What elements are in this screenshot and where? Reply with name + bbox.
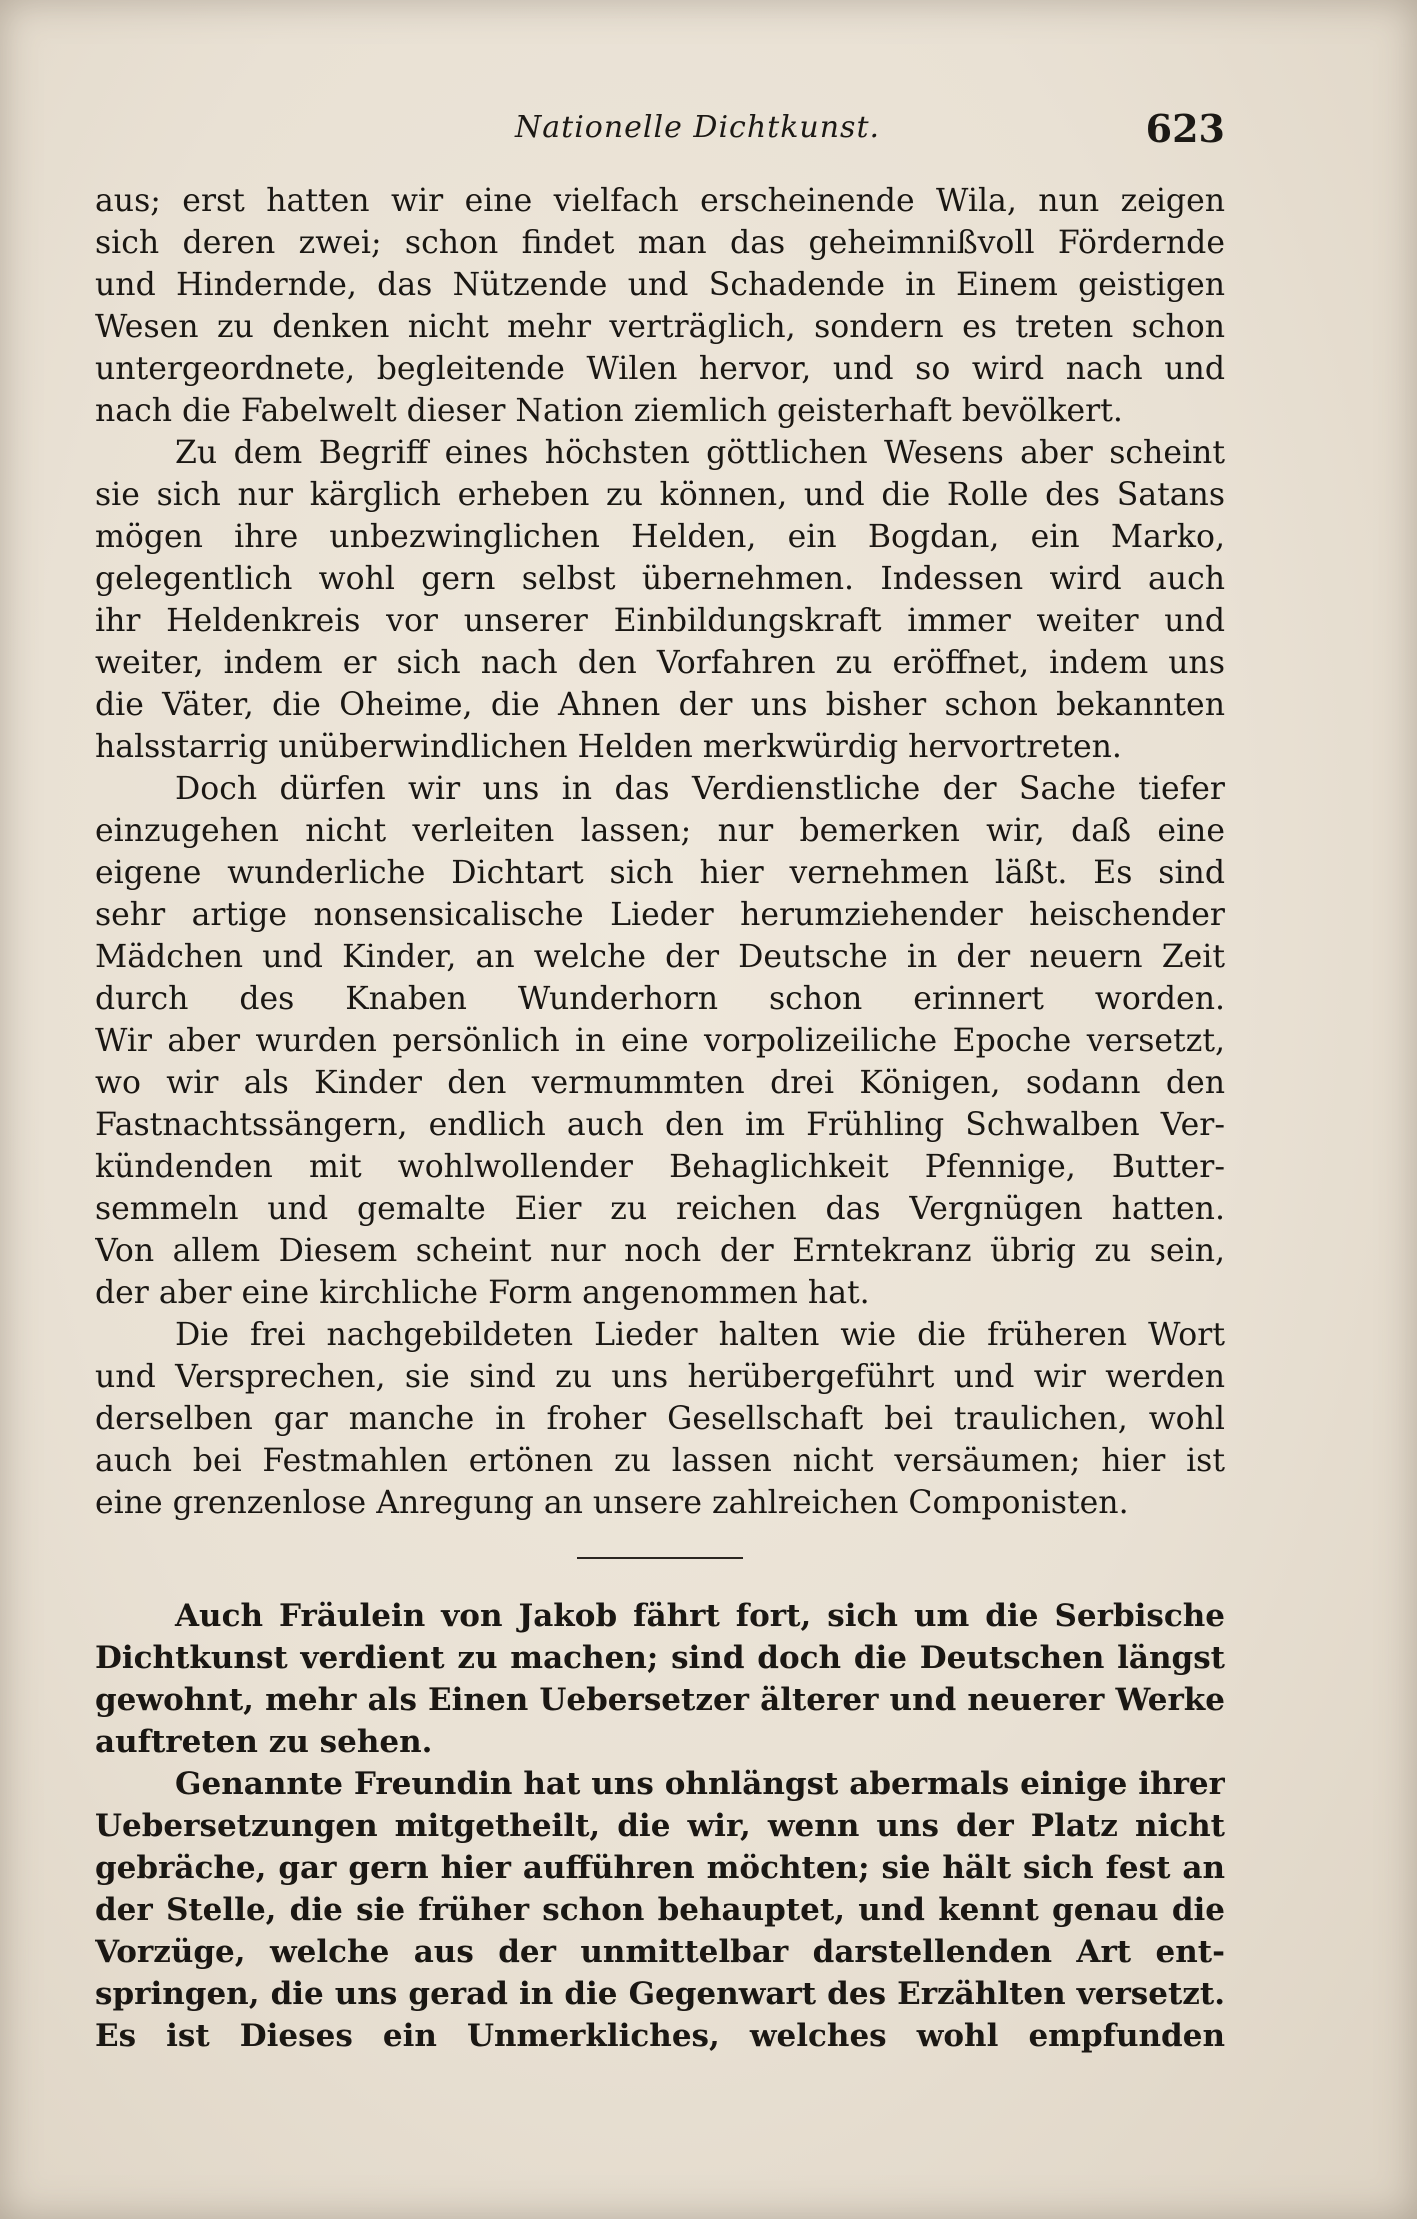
text-line: weiter, indem er sich nach den Vorfahren zu eröffnet, indem uns — [95, 645, 1225, 681]
text-line: kündenden mit wohlwollender Behaglichkeit Pfennige, Butter- — [95, 1149, 1225, 1185]
text-line: der Stelle, die sie früher schon behauptet, und kennt genau die — [95, 1892, 1225, 1928]
text-line: derselben gar manche in froher Gesellschaft bei traulichen, wohl — [95, 1401, 1225, 1437]
text-line: auch bei Festmahlen ertönen zu lassen nicht versäumen; hier ist — [95, 1443, 1225, 1479]
text-line: sich deren zwei; schon findet man das geheimnißvoll Fördernde — [95, 225, 1225, 261]
text-line: Wesen zu denken nicht mehr verträglich, sondern es treten schon — [95, 309, 1225, 345]
text-line: Die frei nachgebildeten Lieder halten wie die früheren Wort — [175, 1317, 1225, 1353]
text-line: der aber eine kirchliche Form angenommen hat. — [95, 1275, 870, 1311]
text-line: gewohnt, mehr als Einen Uebersetzer älterer und neuerer Werke — [95, 1682, 1225, 1718]
text-line: mögen ihre unbezwinglichen Helden, ein Bogdan, ein Marko, — [95, 519, 1225, 555]
text-line: Mädchen und Kinder, an welche der Deutsche in der neuern Zeit — [95, 939, 1225, 975]
text-line: durch des Knaben Wunderhorn schon erinnert worden. — [95, 981, 1225, 1017]
text-line: halsstarrig unüberwindlichen Helden merkwürdig hervortreten. — [95, 729, 1122, 765]
text-line: Von allem Diesem scheint nur noch der Erntekranz übrig zu sein, — [95, 1233, 1225, 1269]
page-number: 623 — [1145, 106, 1225, 151]
text-line: sehr artige nonsensicalische Lieder herumziehender heischender — [95, 897, 1225, 933]
text-line: und Hindernde, das Nützende und Schadende in Einem geistigen — [95, 267, 1225, 303]
text-line: Vorzüge, welche aus der unmittelbar darstellenden Art ent- — [95, 1934, 1225, 1970]
text-line: Dichtkunst verdient zu machen; sind doch die Deutschen längst — [95, 1640, 1225, 1676]
text-line: Uebersetzungen mitgetheilt, die wir, wenn uns der Platz nicht — [95, 1808, 1225, 1844]
text-line: Genannte Freundin hat uns ohnlängst abermals einige ihrer — [175, 1766, 1225, 1802]
text-line: aus; erst hatten wir eine vielfach erscheinende Wila, nun zeigen — [95, 183, 1225, 219]
text-line: springen, die uns gerad in die Gegenwart des Erzählten versetzt. — [95, 1976, 1225, 2012]
text-line: gelegentlich wohl gern selbst übernehmen. Indessen wird auch — [95, 561, 1225, 597]
text-line: Auch Fräulein von Jakob fährt fort, sich um die Serbische — [175, 1598, 1225, 1634]
text-line: und Versprechen, sie sind zu uns herübergeführt und wir werden — [95, 1359, 1225, 1395]
text-line: Wir aber wurden persönlich in eine vorpolizeiliche Epoche versetzt, — [95, 1023, 1225, 1059]
text-line: auftreten zu sehen. — [95, 1724, 433, 1760]
text-section-2 — [95, 1595, 1225, 2057]
page-header — [95, 106, 1225, 156]
text-line: Fastnachtssängern, endlich auch den im Frühling Schwalben Ver- — [95, 1107, 1225, 1143]
text-line: nach die Fabelwelt dieser Nation ziemlich geisterhaft bevölkert. — [95, 393, 1123, 429]
text-line: eigene wunderliche Dichtart sich hier vernehmen läßt. Es sind — [95, 855, 1225, 891]
text-line: ihr Heldenkreis vor unserer Einbildungskraft immer weiter und — [95, 603, 1225, 639]
text-line: einzugehen nicht verleiten lassen; nur bemerken wir, daß eine — [95, 813, 1225, 849]
text-section-1 — [95, 180, 1225, 1524]
text-line: wo wir als Kinder den vermummten drei Königen, sodann den — [95, 1065, 1225, 1101]
text-line: Doch dürfen wir uns in das Verdienstliche der Sache tiefer — [175, 771, 1225, 807]
section-divider — [577, 1557, 743, 1559]
text-line: die Väter, die Oheime, die Ahnen der uns bisher schon bekannten — [95, 687, 1225, 723]
text-line: gebräche, gar gern hier aufführen möchten; sie hält sich fest an — [95, 1850, 1225, 1886]
text-line: untergeordnete, begleitende Wilen hervor, und so wird nach und — [95, 351, 1225, 387]
running-title: Nationelle Dichtkunst. — [515, 110, 881, 145]
text-line: Es ist Dieses ein Unmerkliches, welches wohl empfunden — [95, 2018, 1225, 2054]
text-line: semmeln und gemalte Eier zu reichen das Vergnügen hatten. — [95, 1191, 1225, 1227]
text-line: eine grenzenlose Anregung an unsere zahlreichen Componisten. — [95, 1485, 1129, 1521]
text-line: sie sich nur kärglich erheben zu können, und die Rolle des Satans — [95, 477, 1225, 513]
text-line: Zu dem Begriff eines höchsten göttlichen Wesens aber scheint — [175, 435, 1225, 471]
